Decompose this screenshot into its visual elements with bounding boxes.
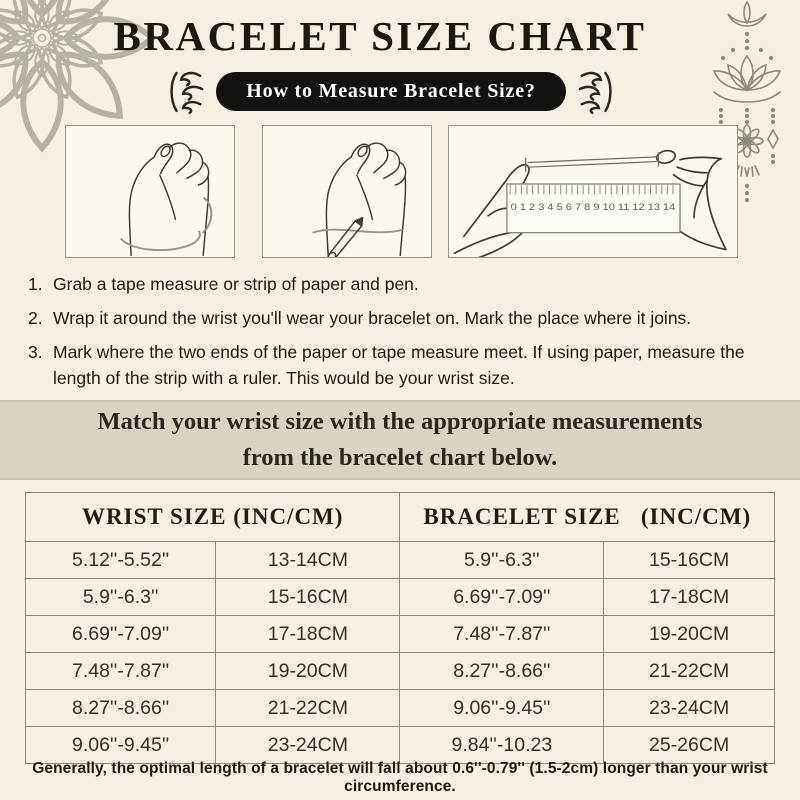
table-row [26,579,775,616]
table-row [26,653,775,690]
bracelet-cm-cell: 21-22CM [604,653,775,690]
bracelet-size-header: BRACELET SIZE (INC/CM) [400,493,775,542]
table-row [26,616,775,653]
curly-swirl-left-icon [168,68,204,114]
illustration-wrap-tape [65,125,235,258]
bracelet-inch-cell: 9.06''-9.45'' [400,690,604,727]
wrist-cm-cell: 23-24CM [216,727,400,764]
banner-row [0,68,800,114]
bracelet-cm-cell: 17-18CM [604,579,775,616]
step-text: Mark where the two ends of the paper or tape measure meet. If using paper, measure the length of the strip with a ruler. This would be your wrist size. [53,342,745,388]
bracelet-inch-cell: 5.9''-6.3'' [400,542,604,579]
table-header-row [26,493,775,542]
band-line-1: Match your wrist size with the appropriate measurements [97,408,703,435]
table-row [26,542,775,579]
illustration-measure-with-ruler [448,125,738,258]
footer-note: Generally, the optimal length of a bracelet will fall about 0.6''-0.79'' (1.5-2cm) longer than your wrist circumference. [32,760,768,795]
size-chart-table [25,492,775,764]
instruction-step-2 [28,305,776,331]
bracelet-cm-cell: 19-20CM [604,616,775,653]
instruction-step-1 [28,271,776,297]
wrist-size-header: WRIST SIZE (INC/CM) [26,493,400,542]
hand-pen-illustration-icon [263,126,431,257]
bracelet-inch-cell: 7.48''-7.87'' [400,616,604,653]
wrist-inch-cell: 8.27''-8.66'' [26,690,216,727]
wrist-cm-cell: 15-16CM [216,579,400,616]
wrist-inch-cell: 6.69''-7.09'' [26,616,216,653]
bracelet-inch-cell: 9.84''-10.23 [400,727,604,764]
wrist-cm-cell: 21-22CM [216,690,400,727]
how-to-measure-banner: How to Measure Bracelet Size? [216,72,565,111]
instructions-list [28,271,776,399]
wrist-cm-cell: 17-18CM [216,616,400,653]
bracelet-cm-cell: 25-26CM [604,727,775,764]
page-title: BRACELET SIZE CHART [113,13,647,59]
instruction-step-3 [28,339,776,391]
band-line-2: from the bracelet chart below. [242,444,558,471]
wrist-inch-cell: 5.12''-5.52'' [26,542,216,579]
step-number: 1. [28,274,43,294]
bracelet-inch-cell: 6.69''-7.09'' [400,579,604,616]
wrist-inch-cell: 9.06''-9.45'' [26,727,216,764]
step-text: Grab a tape measure or strip of paper and pen. [53,274,419,294]
match-instruction-band [0,400,800,480]
wrist-inch-cell: 7.48''-7.87'' [26,653,216,690]
curly-swirl-right-icon [578,68,614,114]
step-number: 2. [28,308,43,328]
ruler-hands-illustration-icon [449,126,737,257]
bracelet-inch-cell: 8.27''-8.66'' [400,653,604,690]
table-row [26,690,775,727]
step-text: Wrap it around the wrist you'll wear your bracelet on. Mark the place where it joins. [53,308,692,328]
wrist-cm-cell: 13-14CM [216,542,400,579]
illustration-mark-with-pen [262,125,432,258]
step-number: 3. [28,342,43,362]
hand-tape-illustration-icon [66,126,234,257]
bracelet-cm-cell: 23-24CM [604,690,775,727]
ruler-numbers: 0 1 2 3 4 5 6 7 8 9 10 11 12 13 14 [510,202,676,213]
wrist-inch-cell: 5.9''-6.3'' [26,579,216,616]
bracelet-cm-cell: 15-16CM [604,542,775,579]
wrist-cm-cell: 19-20CM [216,653,400,690]
table-row [26,727,775,764]
